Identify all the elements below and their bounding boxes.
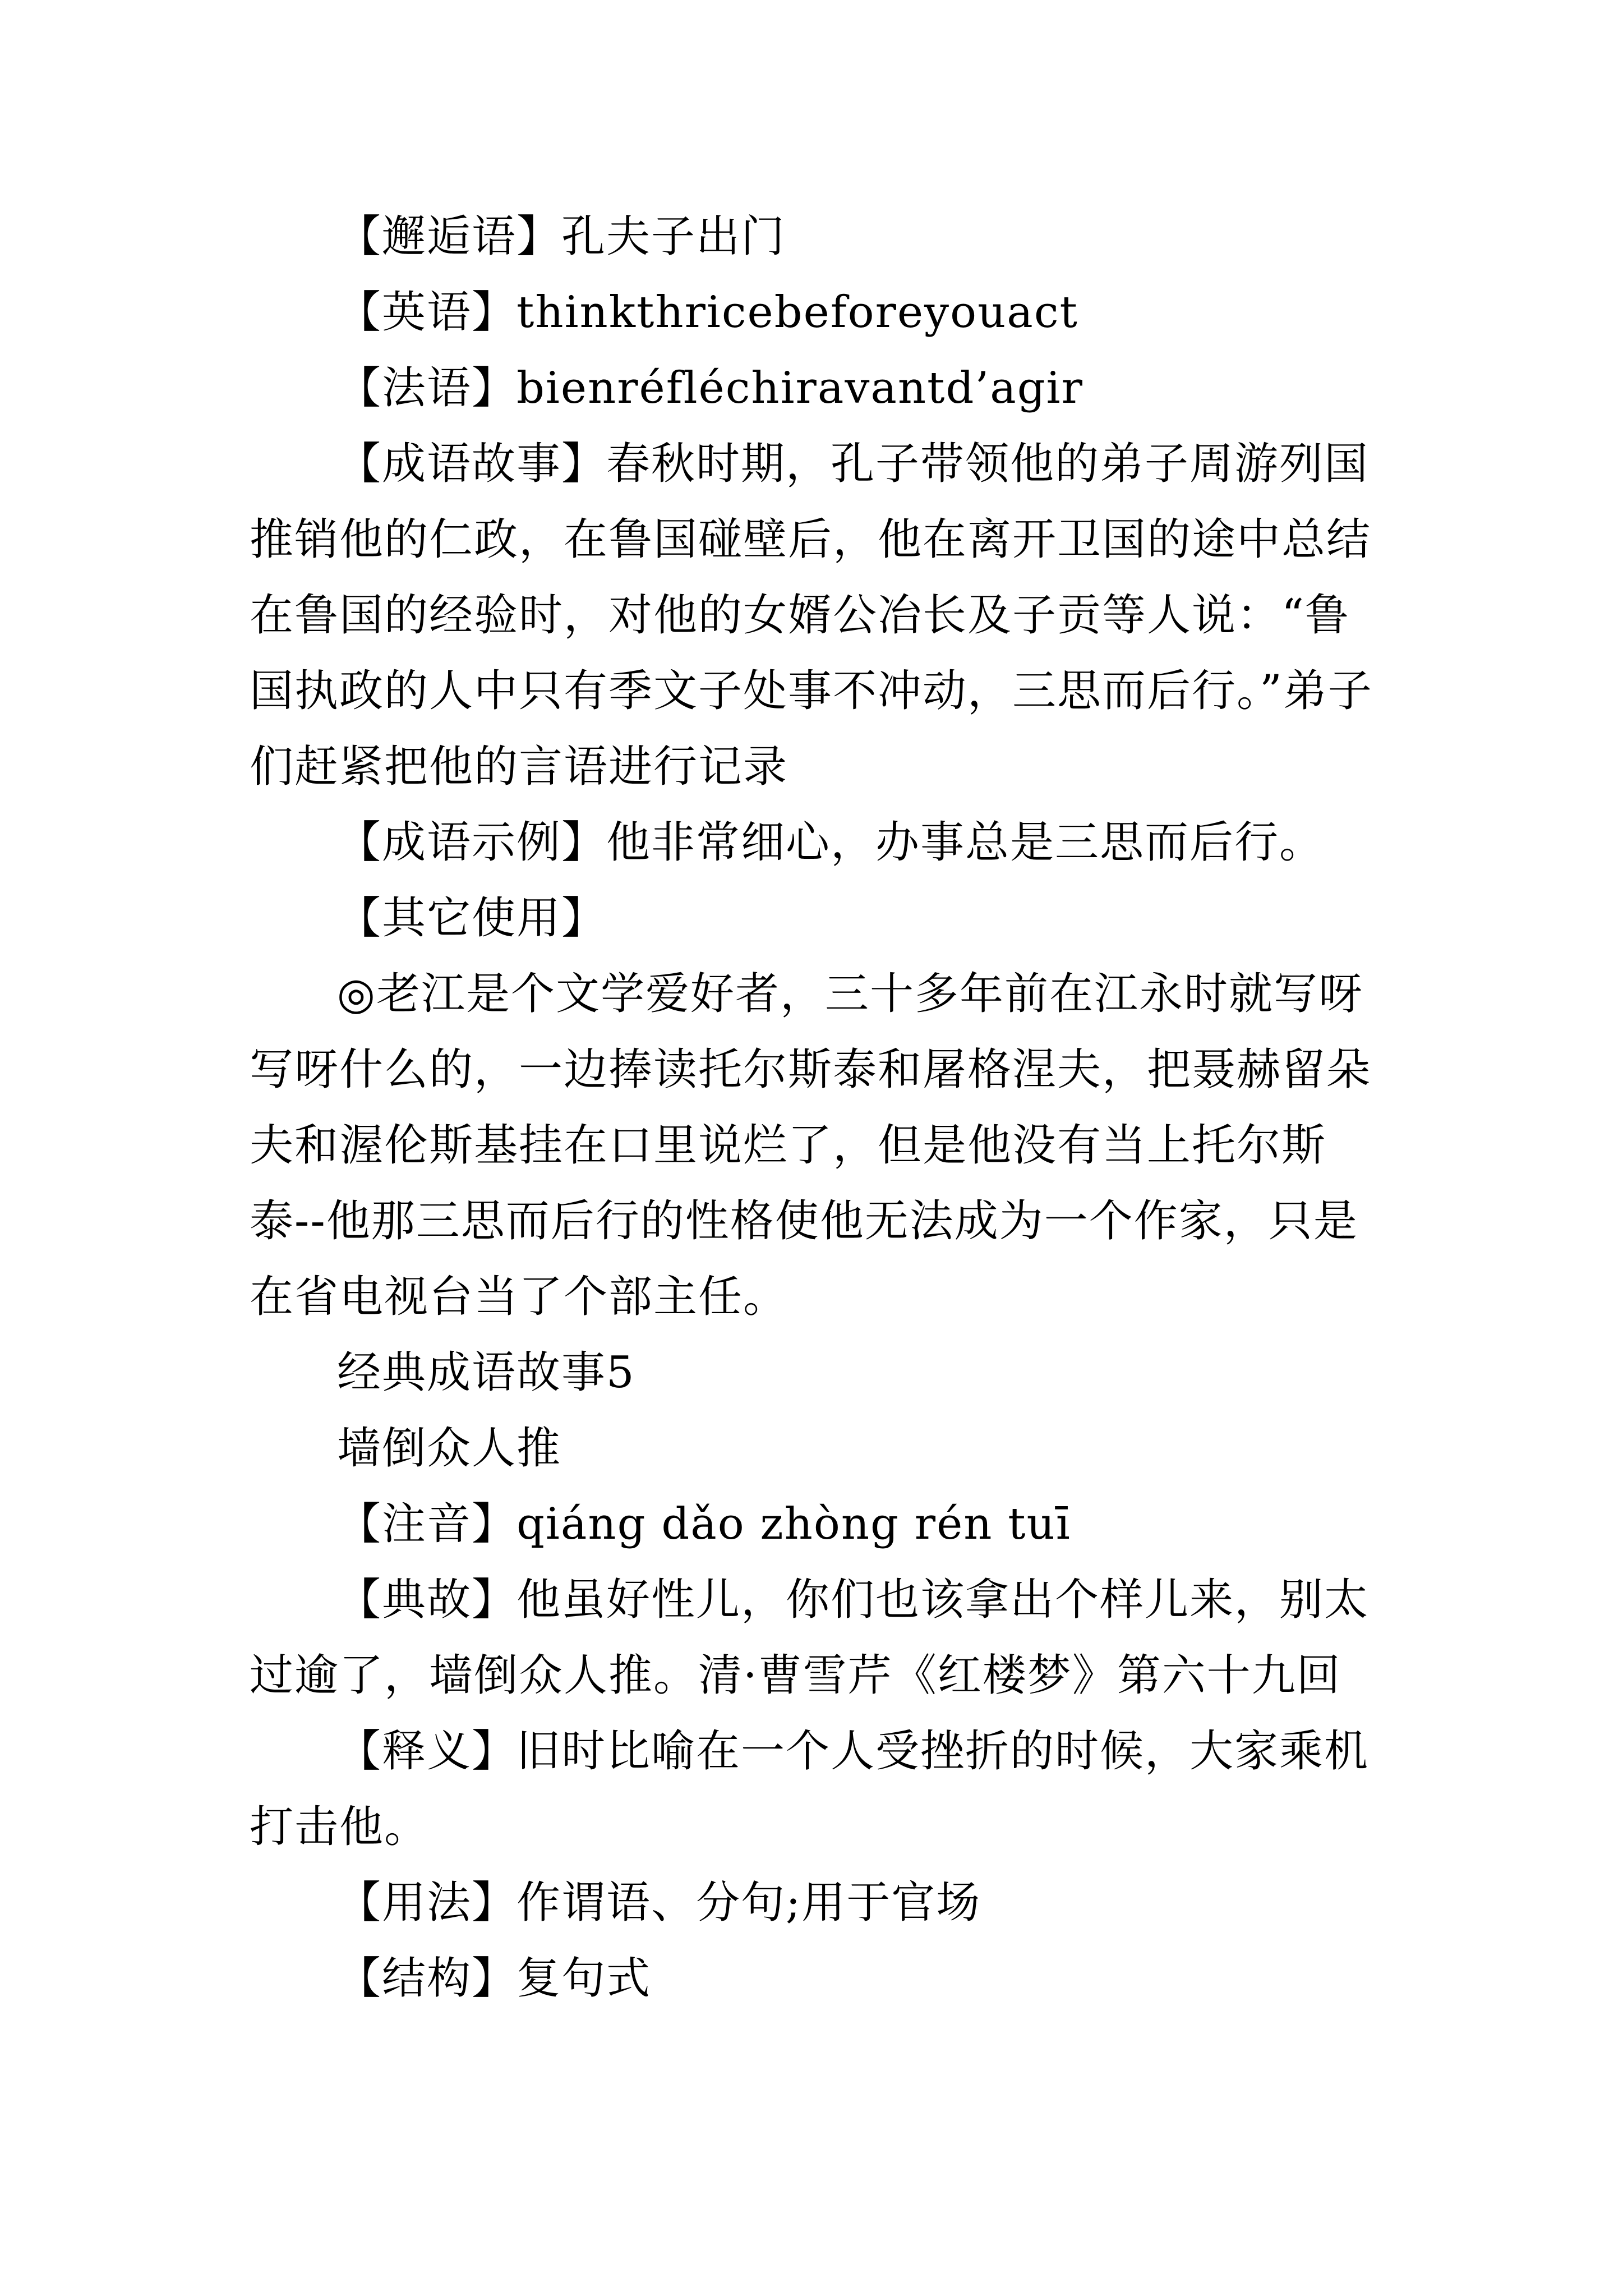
paragraph-other-usage-text: ◎老江是个文学爱好者，三十多年前在江永时就写呀写呀什么的，一边捧读托尔斯泰和屠格涅夫，把聂赫留朵夫和渥伦斯基挂在口里说烂了，但是他没有当上托尔斯泰--他那三思而后行的性格使他无法成为一个作家，只是在省电视台当了个部主任。 — [250, 969, 1372, 1322]
paragraph-other-usage-heading: 【其它使用】 — [337, 893, 607, 944]
paragraph-english: 【英语】thinkthricebeforeyouact — [337, 287, 1078, 338]
paragraph-french: 【法语】bienréfléchiravantd’agir — [337, 363, 1083, 413]
paragraph-idiom-example: 【成语示例】他非常细心，办事总是三思而后行。 — [337, 817, 1325, 868]
paragraph-section-title: 经典成语故事5 — [337, 1347, 635, 1398]
document-body — [250, 199, 1382, 2017]
paragraph-allusion: 【典故】他虽好性儿，你们也该拿出个样儿来，别太过逾了，墙倒众人推。清·曹雪芹《红楼梦》第六十九回 — [250, 1575, 1370, 1701]
paragraph-structure: 【结构】复句式 — [337, 1953, 652, 2004]
paragraph-definition: 【释义】旧时比喻在一个人受挫折的时候，大家乘机打击他。 — [250, 1726, 1370, 1852]
paragraph-usage: 【用法】作谓语、分句;用于官场 — [337, 1878, 981, 1928]
paragraph-pronunciation: 【注音】qiáng dǎo zhòng rén tuī — [337, 1499, 1071, 1549]
paragraph-idiom-story: 【成语故事】春秋时期，孔子带领他的弟子周游列国推销他的仁政，在鲁国碰壁后，他在离开卫国的途中总结在鲁国的经验时，对他的女婿公冶长及子贡等人说：“鲁国执政的人中只有季文子处事不冲动，三思而后行。”弟子们赶紧把他的言语进行记录 — [250, 439, 1373, 792]
paragraph-xiehouyu: 【邂逅语】孔夫子出门 — [337, 211, 786, 262]
paragraph-idiom-title: 墙倒众人推 — [337, 1423, 562, 1474]
